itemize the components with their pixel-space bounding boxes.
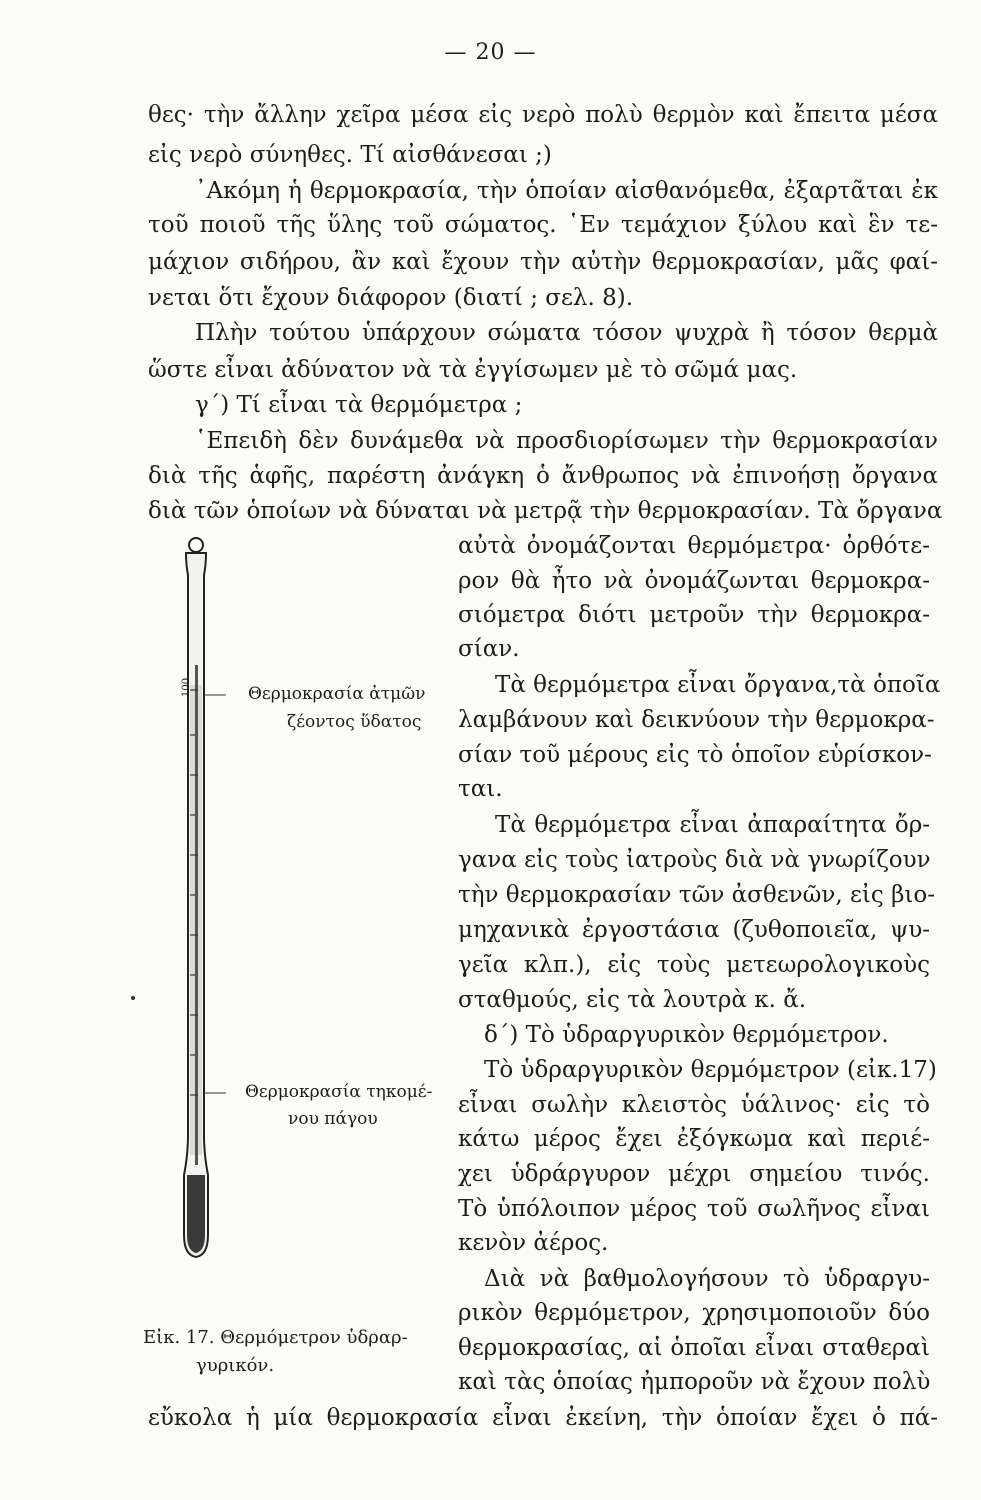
text-line: γανα εἰς τοὺς ἰατροὺς διὰ νὰ γνωρίζουν: [458, 847, 931, 873]
text-line: Τὸ ὑδραργυρικὸν θερμόμετρον (εἰκ.17): [484, 1057, 937, 1083]
text-line: Τὸ ὑπόλοιπον μέρος τοῦ σωλῆνος εἶναι: [458, 1196, 930, 1222]
text-line: διὰ τῆς ἁφῆς, παρέστη ἀνάγκη ὁ ἄνθρωπος νὰ ἐπινοήσῃ ὄργανα: [148, 463, 938, 489]
text-line: κενὸν ἀέρος.: [458, 1230, 609, 1256]
figure-caption-2: γυρικόν.: [196, 1355, 275, 1376]
boiling-point-label: Θερμοκρασία ἀτμῶν: [248, 684, 426, 704]
text-line: Διὰ νὰ βαθμολογήσουν τὸ ὑδραργυ-: [484, 1266, 930, 1292]
figure-caption: Εἰκ. 17. Θερμόμετρον ὑδραρ-: [143, 1327, 408, 1348]
text-line: μάχιον σιδήρου, ἂν καὶ ἔχουν τὴν αὐτὴν θερμοκρασίαν, μᾶς φαί-: [148, 249, 938, 275]
text-line: σταθμούς, εἰς τὰ λουτρὰ κ. ἄ.: [458, 987, 807, 1013]
text-line: ᾿Ακόμη ἡ θερμοκρασία, τὴν ὁποίαν αἰσθανόμεθα, ἐξαρτᾶται ἐκ: [195, 178, 938, 204]
text-line: καὶ τὰς ὁποίας ἠμποροῦν νὰ ἔχουν πολὺ: [458, 1369, 931, 1395]
text-line: διὰ τῶν ὁποίων νὰ δύναται νὰ μετρᾷ τὴν θερμοκρασίαν. Τὰ ὄργανα: [148, 498, 943, 524]
text-line: σίαν.: [458, 636, 520, 662]
text-line: χει ὑδράργυρον μέχρι σημείου τινός.: [458, 1161, 930, 1187]
text-line: γεῖα κλπ.), εἰς τοὺς μετεωρολογικοὺς: [458, 952, 930, 978]
text-line: θες· τὴν ἄλλην χεῖρα μέσα εἰς νερὸ πολὺ θερμὸν καὶ ἔπειτα μέσα: [148, 102, 938, 128]
print-speck: [131, 996, 135, 1000]
page-number: — 20 —: [444, 40, 537, 65]
text-line: νεται ὅτι ἔχουν διάφορον (διατί ; σελ. 8).: [148, 285, 634, 311]
boiling-point-label-2: ζέοντος ὕδατος: [287, 712, 422, 732]
text-line: σιόμετρα διότι μετροῦν τὴν θερμοκρα-: [458, 602, 930, 628]
text-line: τοῦ ποιοῦ τῆς ὕλης τοῦ σώματος. ῾Εν τεμάχιον ξύλου καὶ ἓν τε-: [148, 212, 938, 238]
thermometer-figure: [168, 535, 228, 1265]
text-line: αὐτὰ ὀνομάζονται θερμόμετρα· ὀρθότε-: [458, 533, 930, 559]
text-line: ρον θὰ ἦτο νὰ ὀνομάζωνται θερμοκρα-: [458, 568, 930, 594]
text-line: ὥστε εἶναι ἀδύνατον νὰ τὰ ἐγγίσωμεν μὲ τὸ σῶμά μας.: [148, 357, 798, 383]
text-line: εὔκολα ἡ μία θερμοκρασία εἶναι ἐκείνη, τὴν ὁποίαν ἔχει ὁ πά-: [148, 1405, 938, 1431]
text-line: Τὰ θερμόμετρα εἶναι ἀπαραίτητα ὄρ-: [495, 812, 930, 838]
text-line: τὴν θερμοκρασίαν τῶν ἀσθενῶν, εἰς βιο-: [458, 882, 936, 908]
text-line: ται.: [458, 776, 503, 802]
text-line: μηχανικὰ ἐργοστάσια (ζυθοποιεῖα, ψυ-: [458, 917, 930, 943]
text-line: κάτω μέρος ἔχει ἐξόγκωμα καὶ περιέ-: [458, 1126, 930, 1152]
text-line: ῾Επειδὴ δὲν δυνάμεθα νὰ προσδιορίσωμεν τὴν θερμοκρασίαν: [195, 428, 938, 454]
section-heading: γ΄) Τί εἶναι τὰ θερμόμετρα ;: [195, 392, 523, 418]
text-line: σίαν τοῦ μέρους εἰς τὸ ὁποῖον εὑρίσκον-: [458, 742, 932, 768]
text-line: εἰς νερὸ σύνηθες. Τί αἰσθάνεσαι ;): [148, 142, 552, 168]
text-line: ρικὸν θερμόμετρον, χρησιμοποιοῦν δύο: [458, 1300, 930, 1326]
section-heading: δ΄) Τὸ ὑδραργυρικὸν θερμόμετρον.: [484, 1022, 889, 1048]
thermometer-icon: [184, 538, 226, 1257]
mark-100-label: 100: [181, 677, 192, 697]
freezing-point-label-2: νου πάγου: [288, 1109, 378, 1129]
text-line: λαμβάνουν καὶ δεικνύουν τὴν θερμοκρα-: [458, 707, 935, 733]
text-line: θερμοκρασίας, αἱ ὁποῖαι εἶναι σταθεραὶ: [458, 1335, 930, 1361]
text-line: Τὰ θερμόμετρα εἶναι ὄργανα,τὰ ὁποῖα: [495, 672, 941, 698]
text-line: εἶναι σωλὴν κλειστὸς ὑάλινος· εἰς τὸ: [458, 1092, 930, 1118]
text-line: Πλὴν τούτου ὑπάρχουν σώματα τόσον ψυχρὰ ἢ τόσον θερμὰ: [195, 320, 938, 346]
freezing-point-label: Θερμοκρασία τηκομέ-: [245, 1082, 433, 1102]
